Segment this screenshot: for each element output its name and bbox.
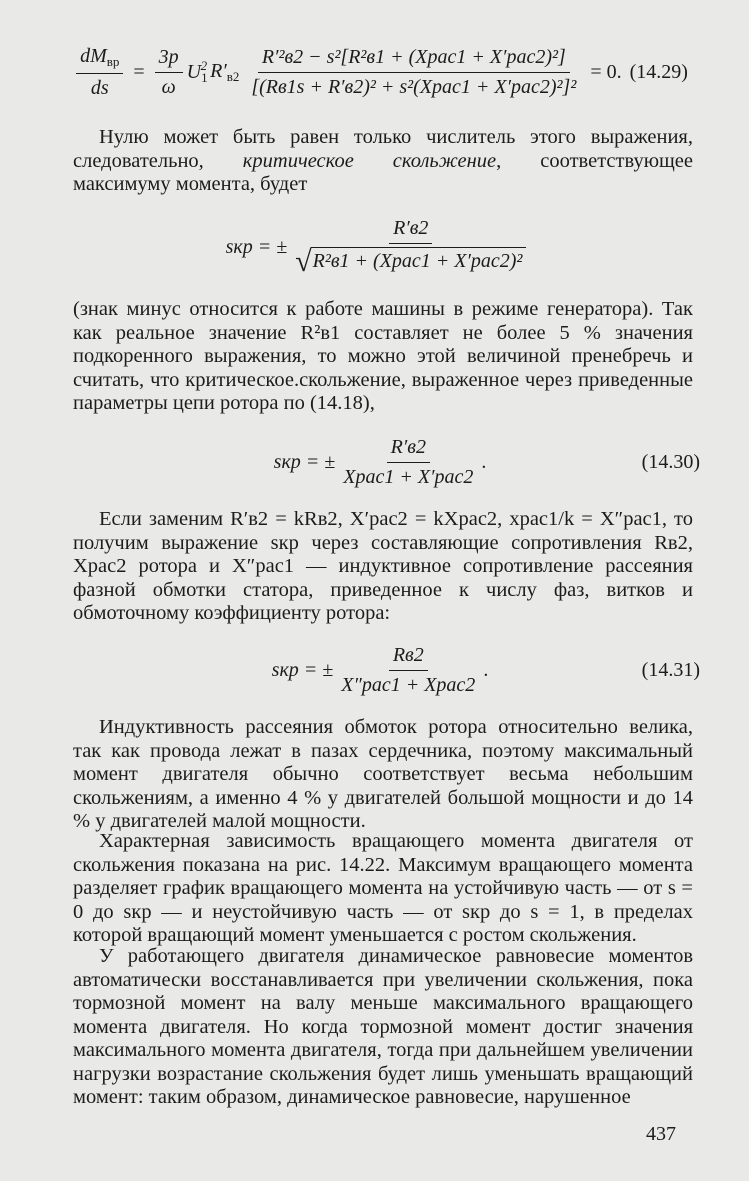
paragraph-generator-mode: (знак минус относится к работе машины в режиме генератора). Так как реальное значение R²в1 составляет не более 5 % значения подкоренного выражения, то можно этой величиной пренебречь и считать, что критическое.скольжение, выраженное через приведенные параметры цепи ротора по (14.18), — [73, 298, 693, 414]
main-fraction — [247, 46, 580, 99]
equation-number: (14.30) — [641, 450, 700, 473]
equation-rhs: = 0. — [590, 60, 622, 83]
equation-number: (14.31) — [641, 658, 700, 681]
voltage-term: $U_1^2$ — [186, 58, 208, 85]
derivative-fraction — [76, 45, 123, 100]
square-root: √ R²в1 + (Xрас1 + X′рас2)² — [295, 247, 526, 277]
page-number: 437 — [646, 1123, 676, 1145]
main-numerator: R′²в2 − s²[R²в1 + (Xрас1 + X′рас2)²] — [258, 46, 570, 73]
equation-14-30: sкр = ± $\frac{R'в2}{\text{Xрас1 + X′рас2}}$ . (14.30) — [273, 435, 700, 488]
paragraph-torque-slip-curve: Характерная зависимость вращающего момента двигателя от скольжения показана на рис. 14.22. Максимум вращающего момента разделяет график вращающего момента на устойчивую часть — от s = 0 до sкр — и неустойчивую часть — от sкр до s = 1, в пределах которой вращающий момент уменьшается с ростом скольжения. — [73, 830, 693, 946]
paragraph-critical-slip: Нулю может быть равен только числитель этого выражения, следовательно, критическое скольжение, соответствующее максимуму момента, будет — [73, 126, 693, 195]
paragraph-inductance: Индуктивность рассеяния обмоток ротора относительно велика, так как провода лежат в пазах сердечника, поэтому максимальный момент двигателя обычно соответствует весьма небольшим скольжениям, а именно 4 % у двигателей большой мощности и до 14 % у двигателей малой мощности. — [73, 716, 693, 832]
coefficient-fraction: $\frac{3p}{\omega}$ — [155, 46, 183, 99]
equation-critical-slip-full: sкр = ± R′в2 √ R²в1 + (Xрас1 + X′рас2)² — [60, 208, 700, 286]
italic-term: критическое скольжение — [242, 149, 497, 172]
derivative-numerator: $dM_{вр}$ — [76, 45, 123, 74]
derivative-denominator: ds — [90, 76, 109, 99]
equation-number: (14.29) — [629, 60, 688, 83]
critical-slip-fraction: R′в2 √ R²в1 + (Xрас1 + X′рас2)² — [291, 217, 530, 277]
paragraph-substitution: Если заменим R′в2 = kRв2, X′рас2 = kXрас2, xрас1/k = X″рас1, то получим выражение sкр через составляющие сопротивления Rв2, Xрас2 ротора и X″рас1 — индуктивное сопротивление рассеяния фазной обмотки статора, приведенное к числу фаз, витков и обмоточному коэффициенту ротора: — [73, 508, 693, 624]
paragraph-dynamic-equilibrium: У работающего двигателя динамическое равновесие моментов автоматически восстанавливается при увеличении скольжения, пока тормозной момент на валу меньше максимального вращающего момента двигателя. Но когда тормозной момент достиг значения максимального момента двигателя, тогда при дальнейшем увеличении нагрузки возрастание скольжения будет лишь уменьшать вращающий момент: таким образом, динамическое равновесие, нарушенное — [73, 945, 693, 1108]
main-denominator: [(Rв1s + R′в2)² + s²(Xрас1 + X′рас2)²]² — [251, 75, 577, 98]
resistance-term: $R'_{в2}$ — [210, 59, 240, 84]
equation-14-31: sкр = ± $\frac{Rв2}{\text{X″рас1 + Xрас2}}$ . (14.31) — [271, 643, 700, 696]
equation-14-29: $\frac{dM_{вр}}{ds}$ = $\frac{3p}{\omega}$ $U_1^2$ $R'_{в2}$ $\frac{\text{R′²в2 − s²[R²в1 + (Xрас1 + X′рас2)²]}}{\text{[(Rв1s + R′в2)² + s²(Xрас1 + X′рас2)²]²}}$ = 0. (14.29) — [60, 32, 700, 112]
